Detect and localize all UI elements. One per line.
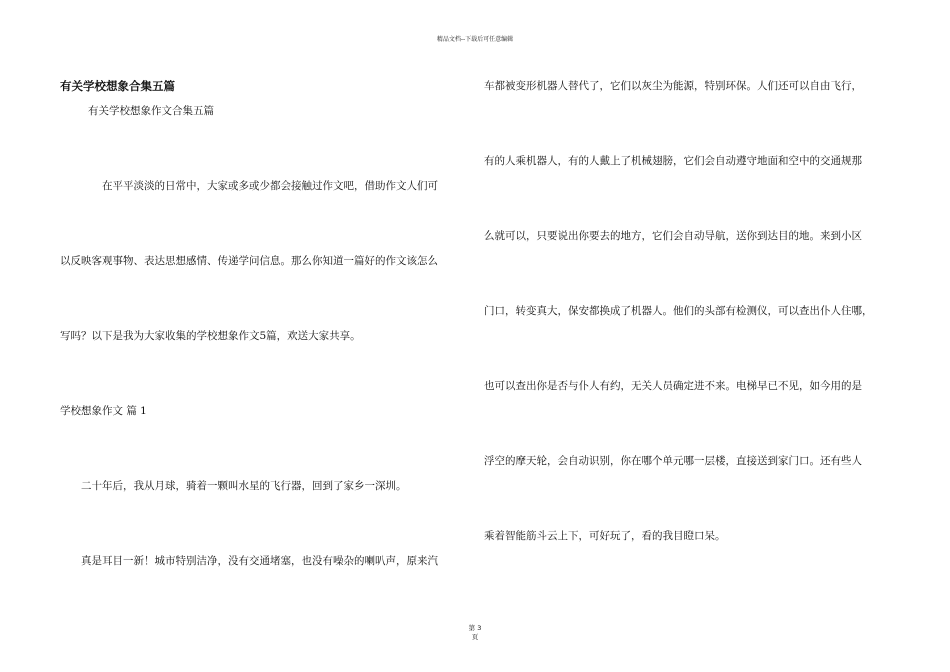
paragraph-line: 二十年后，我从月球，骑着一颗叫水星的飞行器，回到了家乡一深圳。 <box>81 480 407 492</box>
paragraph-line: 么就可以，只要说出你要去的地方，它们会自动导航，送你到达目的地。来到小区 <box>484 230 862 242</box>
document-title: 有关学校想象合集五篇 <box>60 79 175 93</box>
document-subtitle: 有关学校想象作文合集五篇 <box>88 105 214 117</box>
paragraph-line: 乘着智能筋斗云上下，可好玩了，看的我目瞪口呆。 <box>484 530 726 542</box>
section-heading: 学校想象作文 篇 1 <box>60 405 147 417</box>
paragraph-line: 车都被变形机器人替代了，它们以灰尘为能源，特别环保。人们还可以自由飞行， <box>484 80 862 92</box>
paragraph-line: 以反映客观事物、表达思想感情、传递学问信息。那么你知道一篇好的作文该怎么 <box>60 255 438 267</box>
paragraph-line: 也可以查出你是否与仆人有约，无关人员确定进不来。电梯早已不见，如今用的是 <box>484 380 862 392</box>
paragraph-line: 门口，转变真大，保安都换成了机器人。他们的头部有检测仪，可以查出仆人住哪， <box>484 305 873 317</box>
paragraph-line: 在平平淡淡的日常中，大家或多或少都会接触过作文吧，借助作文人们可 <box>102 180 438 192</box>
page-number-line: 第 3 <box>468 624 482 632</box>
page-number-unit: 页 <box>471 633 479 641</box>
paragraph-line: 真是耳目一新！城市特别洁净，没有交通堵塞，也没有噪杂的喇叭声，原来汽 <box>81 555 438 567</box>
paragraph-line: 浮空的摩天轮，会自动识别，你在哪个单元哪一层楼，直接送到家门口。还有些人 <box>484 455 862 467</box>
paragraph-line: 写吗？以下是我为大家收集的学校想象作文5篇，欢送大家共享。 <box>60 330 361 342</box>
page-number <box>0 624 950 642</box>
paragraph-line: 有的人乘机器人，有的人戴上了机械翅膀，它们会自动遵守地面和空中的交通规那 <box>484 155 862 167</box>
page-header: 精品文档--下载后可任意编辑 <box>436 36 514 43</box>
